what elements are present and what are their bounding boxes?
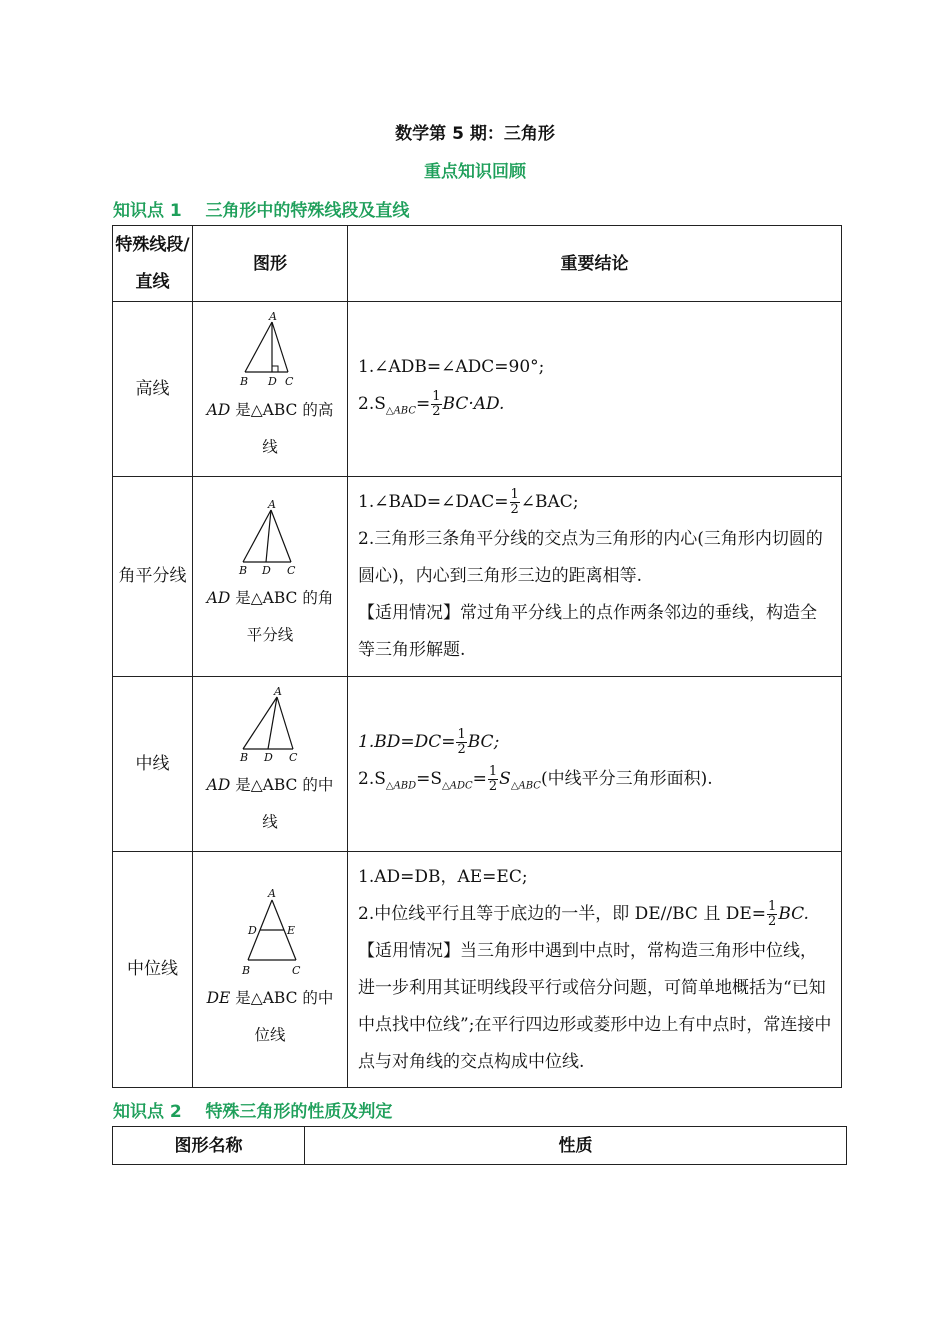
section-1-heading: [113, 196, 409, 221]
point-label: D: [248, 923, 257, 937]
conclusion-cell: [348, 677, 842, 852]
median-triangle-figure: [235, 687, 305, 767]
special-lines-table: [112, 225, 842, 1088]
point-label: D: [264, 751, 273, 764]
point-label: C: [289, 751, 298, 764]
figure-caption: AD 是△ABC 的高线: [206, 401, 334, 456]
conclusion-line: 1.BD=DC= $\frac{1}{2}$ BC;: [358, 726, 500, 757]
figure-caption: AD 是△ABC 的角平分线: [206, 588, 334, 644]
point-label: B: [240, 375, 249, 388]
figure-caption: AD 是△ABC 的中线: [206, 776, 334, 831]
conclusion-line: 1.AD=DB，AE=EC;: [358, 866, 528, 887]
page-subtitle: 重点知识回顾: [424, 162, 526, 182]
table-row: [113, 302, 842, 477]
conclusion-cell: [348, 477, 842, 677]
fraction: $\frac{1}{2}$: [510, 487, 519, 517]
table-header-row: [113, 1127, 847, 1165]
conclusion-cell: [348, 852, 842, 1088]
conclusion-line: 【适用情况】当三角形中遇到中点时，常构造三角形中位线，进一步利用其证明线段平行或倍分问题，可简单地概括为“已知中点找中位线”;在平行四边形或菱形中边上有中点时，常连接中点与对角线的交点构成中位线.: [358, 940, 832, 1072]
table-row: [113, 477, 842, 677]
bisector-triangle-figure: [235, 500, 305, 580]
point-label: B: [239, 563, 248, 577]
conclusion-cell: [348, 302, 842, 477]
point-label: B: [240, 751, 249, 764]
point-label: C: [285, 375, 294, 388]
figure-cell: [193, 477, 348, 677]
point-label: A: [274, 687, 282, 698]
row-type: 中位线: [113, 852, 193, 1088]
figure-cell: [193, 302, 348, 477]
header-figure-name: 图形名称: [113, 1127, 305, 1165]
point-label: A: [268, 499, 276, 511]
conclusion-line: 【适用情况】常过角平分线上的点作两条邻边的垂线，构造全等三角形解题.: [358, 603, 817, 660]
point-label: D: [262, 563, 271, 577]
conclusion-line: 1.∠ADB=∠ADC=90°;: [358, 356, 545, 377]
page-title: 数学第 5 期：三角形: [395, 124, 555, 144]
point-label: C: [287, 563, 296, 577]
conclusion-line: 2.三角形三条角平分线的交点为三角形的内心(三角形内切圆的圆心)，内心到三角形三边的距离相等.: [358, 529, 823, 586]
section-2-label: 知识点 2: [113, 1102, 182, 1122]
figure-cell: [193, 677, 348, 852]
table-row: [113, 677, 842, 852]
conclusion-line: 1.∠BAD=∠DAC= $\frac{1}{2}$ ∠BAC;: [358, 487, 579, 517]
altitude-triangle-figure: [235, 312, 305, 392]
figure-cell: [193, 852, 348, 1088]
header-properties: 性质: [305, 1127, 847, 1165]
header-figure: 图形: [193, 226, 348, 302]
point-label: A: [268, 886, 276, 900]
fraction: $\frac{1}{2}$: [432, 388, 441, 419]
point-label: A: [269, 312, 277, 323]
section-2-title: 特殊三角形的性质及判定: [205, 1102, 393, 1122]
point-label: D: [268, 375, 277, 388]
fraction: $\frac{1}{2}$: [488, 763, 498, 794]
conclusion-line: $2.S_{\triangle ABC}=$ $\frac{1}{2}$ BC·AD.: [358, 388, 505, 419]
point-label: B: [242, 963, 251, 977]
special-triangles-table: [112, 1126, 847, 1165]
row-type: 角平分线: [113, 477, 193, 677]
conclusion-line: $2.S_{\triangle ABD}=S_{\triangle ADC}=$ $\frac{1}{2}$ $S_{\triangle ABC}$(中线平分三角形面积).: [358, 763, 713, 794]
fraction: $\frac{1}{2}$: [457, 726, 466, 757]
header-type: 特殊线段/直线: [113, 226, 193, 302]
section-1-label: 知识点 1: [113, 201, 182, 221]
midline-triangle-figure: [230, 886, 310, 980]
figure-caption: DE 是△ABC 的中位线: [206, 988, 334, 1044]
fraction: $\frac{1}{2}$: [768, 898, 777, 929]
section-1-title: 三角形中的特殊线段及直线: [205, 201, 410, 221]
table-row: [113, 852, 842, 1088]
table-header-row: [113, 226, 842, 302]
section-2-heading: [113, 1097, 392, 1122]
point-label: E: [287, 923, 296, 937]
row-type: 高线: [113, 302, 193, 477]
row-type: 中线: [113, 677, 193, 852]
conclusion-line: 2.中位线平行且等于底边的一半，即 DE//BC 且 DE= $\frac{1}{2}$ BC.: [358, 898, 809, 929]
header-conclusion: 重要结论: [348, 226, 842, 302]
point-label: C: [292, 963, 301, 977]
